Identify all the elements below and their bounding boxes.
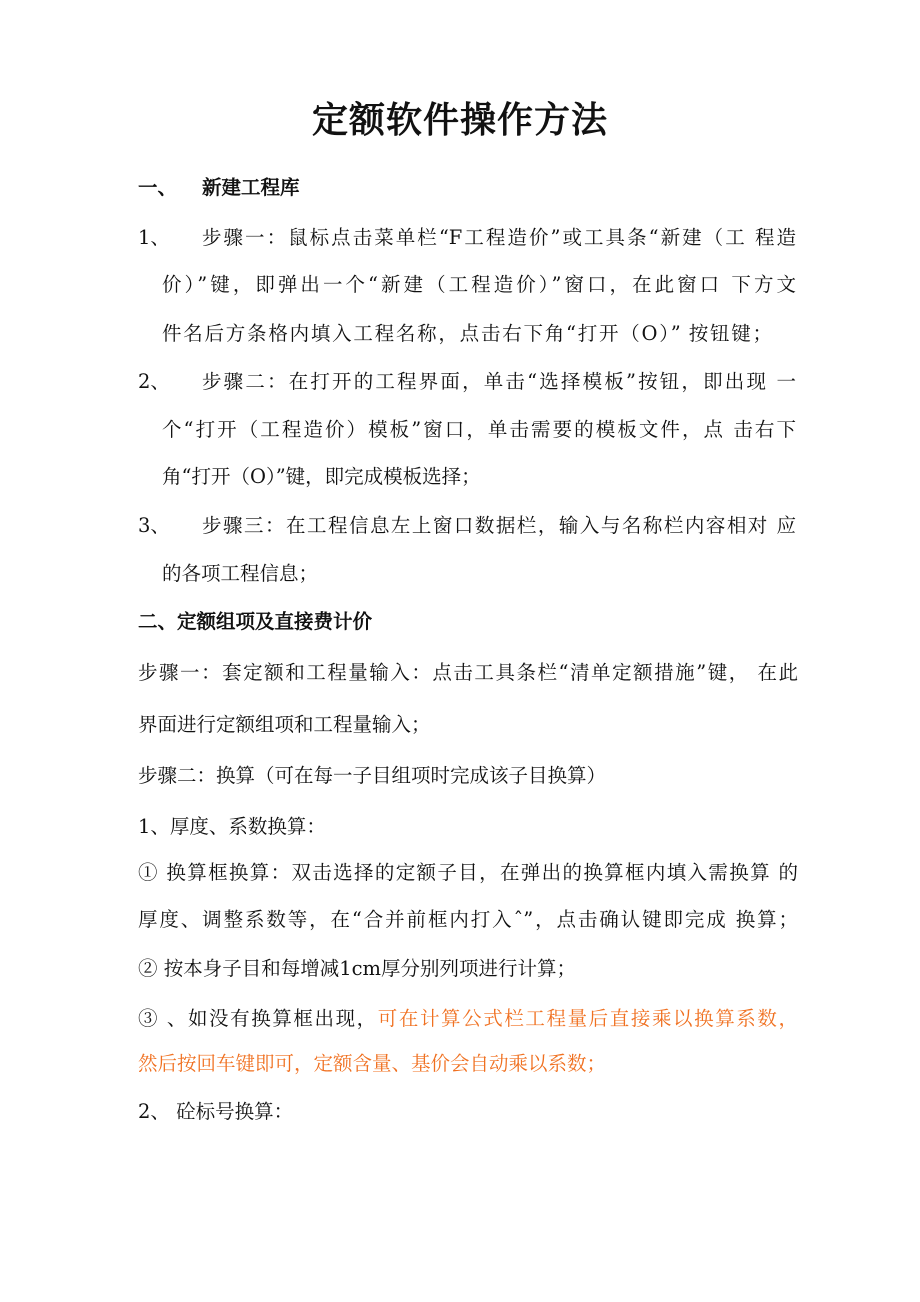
section-2-heading: 二、定额组项及直接费计价 xyxy=(138,610,373,633)
circle-3-highlight-1: 可在计算公式栏工程量后直接乘以换算系数， xyxy=(377,1007,798,1030)
section-1-number: 一、 xyxy=(138,176,178,199)
circle-1-line-1: ① 换算框换算：双击选择的定额子目，在弹出的换算框内填入需换算 的 xyxy=(138,861,798,884)
circle-3-highlight-2: 然后按回车键即可，定额含量、基价会自动乘以系数； xyxy=(138,1052,607,1075)
circle-1-line-2: 厚度、调整系数等，在“合并前框内打入ˆ”，点击确认键即完成 换算； xyxy=(138,908,798,931)
section-1-heading-row xyxy=(138,174,300,202)
step-1-line-3: 件名后方条格内填入工程名称，点击右下角“打开（O）” 按钮键； xyxy=(162,322,772,345)
circle-3-line-1 xyxy=(138,1005,798,1033)
step-3-line-1: 步骤三：在工程信息左上窗口数据栏，输入与名称栏内容相对 应 xyxy=(202,514,796,537)
step-1-line-1: 步骤一：鼠标点击菜单栏“F工程造价”或工具条“新建（工 程造 xyxy=(202,226,796,249)
step-2-line-1: 步骤二：在打开的工程界面，单击“选择模板”按钮，即出现 一 xyxy=(202,370,796,393)
step-3-line-2: 的各项工程信息； xyxy=(162,562,319,585)
step-2-line-2: 个“打开（工程造价）模板”窗口，单击需要的模板文件，点 击右下 xyxy=(162,418,796,441)
section-2-step-1-line-1: 步骤一：套定额和工程量输入：点击工具条栏“清单定额措施”键， 在此 xyxy=(138,661,798,684)
item-2-concrete-grade: 2、 砼标号换算： xyxy=(138,1100,294,1123)
step-2-line-3: 角“打开（O）”键，即完成模板选择； xyxy=(162,465,481,488)
circle-2: ② 按本身子目和每增减1cm厚分别列项进行计算； xyxy=(138,957,577,980)
step-3-number: 3、 xyxy=(138,514,170,537)
step-1-number: 1、 xyxy=(138,226,170,249)
step-2-number: 2、 xyxy=(138,370,170,393)
section-2-step-2: 步骤二：换算（可在每一子目组项时完成该子目换算） xyxy=(138,764,607,787)
circle-3-prefix: ③ 、如没有换算框出现， xyxy=(138,1007,378,1030)
section-1-title: 新建工程库 xyxy=(202,176,300,199)
section-2-step-1-line-2: 界面进行定额组项和工程量输入； xyxy=(138,713,431,736)
document-title: 定额软件操作方法 xyxy=(311,100,608,141)
step-1-line-2: 价）”键，即弹出一个“新建（工程造价）”窗口，在此窗口 下方文 xyxy=(162,273,796,296)
item-1-thickness-coefficient: 1、厚度、系数换算： xyxy=(138,815,326,838)
